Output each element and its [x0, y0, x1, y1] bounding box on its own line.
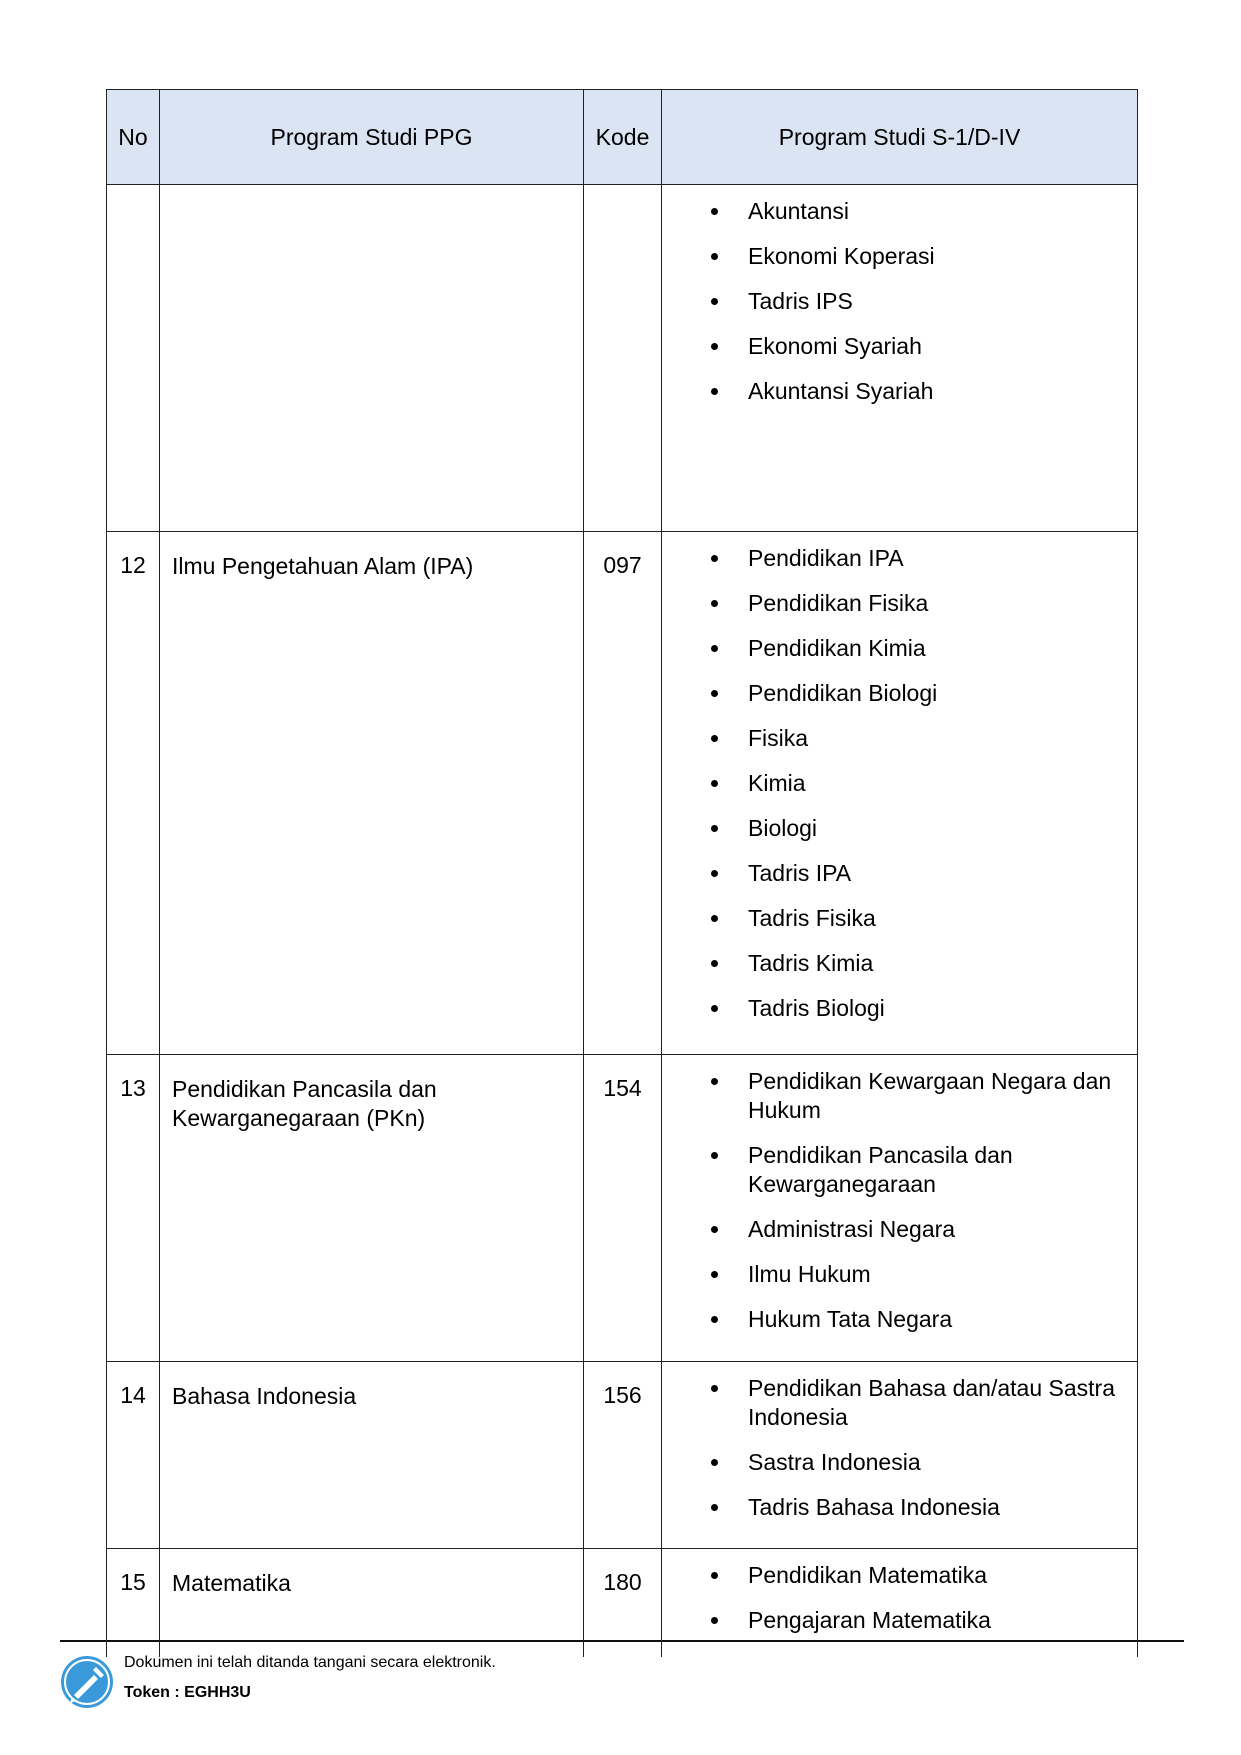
list-item-label: Ekonomi Koperasi: [748, 243, 935, 269]
list-item-label: Tadris IPS: [748, 288, 853, 314]
list-item: [662, 1215, 1117, 1244]
list-item-label: Akuntansi Syariah: [748, 378, 934, 404]
list-item-label: Tadris Kimia: [748, 950, 874, 976]
row-program-ppg: Bahasa Indonesia: [160, 1362, 584, 1549]
list-item: [662, 814, 1117, 843]
header-program-s1: Program Studi S-1/D-IV: [662, 90, 1138, 185]
list-item: [662, 859, 1117, 888]
bullet-icon: [711, 1385, 718, 1392]
bullet-icon: [711, 1459, 718, 1466]
bullet-icon: [711, 1504, 718, 1511]
list-item-label: Biologi: [748, 815, 818, 841]
bullet-icon: [711, 1316, 718, 1323]
bullet-icon: [711, 1005, 718, 1012]
list-item: [662, 1606, 1117, 1635]
program-s1-list: [662, 1561, 1117, 1635]
list-item-label: Pendidikan Fisika: [748, 590, 929, 616]
row-program-ppg: Ilmu Pengetahuan Alam (IPA): [160, 532, 584, 1055]
list-item: [662, 679, 1117, 708]
list-item-label: Sastra Indonesia: [748, 1449, 921, 1475]
bullet-icon: [711, 1271, 718, 1278]
bullet-icon: [711, 555, 718, 562]
table-row: [107, 532, 1138, 1055]
bullet-icon: [711, 960, 718, 967]
bullet-icon: [711, 253, 718, 260]
list-item: [662, 1493, 1117, 1522]
study-program-table: [106, 89, 1138, 1657]
list-item-label: Pendidikan Kewargaan Negara dan Hukum: [748, 1068, 1112, 1123]
list-item-label: Tadris Fisika: [748, 905, 876, 931]
program-s1-list: [662, 1067, 1117, 1334]
list-item: [662, 1305, 1117, 1334]
bullet-icon: [711, 870, 718, 877]
list-item: [662, 1141, 1117, 1199]
header-kode: Kode: [584, 90, 662, 185]
bullet-icon: [711, 1152, 718, 1159]
list-item: [662, 1260, 1117, 1289]
list-item-label: Pendidikan Biologi: [748, 680, 938, 706]
row-no: 12: [107, 532, 160, 1055]
list-item-label: Pendidikan Bahasa dan/atau Sastra Indonesia: [748, 1375, 1115, 1430]
list-item-label: Kimia: [748, 770, 806, 796]
footer-signed-text: Dokumen ini telah ditanda tangani secara elektronik.: [124, 1654, 496, 1671]
list-item: [662, 377, 1117, 406]
list-item: [662, 1374, 1117, 1432]
row-kode: 097: [584, 532, 662, 1055]
row-program-s1: [662, 1055, 1138, 1362]
bullet-icon: [711, 600, 718, 607]
header-program-ppg: Program Studi PPG: [160, 90, 584, 185]
list-item-label: Akuntansi: [748, 198, 850, 224]
row-program-ppg: [160, 185, 584, 532]
row-program-ppg: Pendidikan Pancasila dan Kewarganegaraan (PKn): [160, 1055, 584, 1362]
footer-divider: [60, 1640, 1184, 1642]
row-program-s1: [662, 185, 1138, 532]
list-item-label: Hukum Tata Negara: [748, 1306, 953, 1332]
list-item: [662, 634, 1117, 663]
list-item: [662, 589, 1117, 618]
list-item: [662, 994, 1117, 1023]
list-item: [662, 724, 1117, 753]
list-item-label: Pendidikan IPA: [748, 545, 904, 571]
list-item: [662, 769, 1117, 798]
row-no: [107, 185, 160, 532]
bullet-icon: [711, 298, 718, 305]
bullet-icon: [711, 1226, 718, 1233]
bullet-icon: [711, 343, 718, 350]
row-kode: 180: [584, 1549, 662, 1658]
bullet-icon: [711, 208, 718, 215]
list-item: [662, 332, 1117, 361]
bullet-icon: [711, 1617, 718, 1624]
list-item: [662, 242, 1117, 271]
list-item: [662, 287, 1117, 316]
bullet-icon: [711, 388, 718, 395]
row-kode: [584, 185, 662, 532]
bullet-icon: [711, 690, 718, 697]
row-program-s1: [662, 1362, 1138, 1549]
list-item-label: Tadris IPA: [748, 860, 852, 886]
list-item-label: Pendidikan Matematika: [748, 1562, 988, 1588]
bullet-icon: [711, 780, 718, 787]
bullet-icon: [711, 735, 718, 742]
list-item-label: Administrasi Negara: [748, 1216, 956, 1242]
header-no: No: [107, 90, 160, 185]
list-item: [662, 1448, 1117, 1477]
bullet-icon: [711, 915, 718, 922]
list-item: [662, 904, 1117, 933]
list-item-label: Pendidikan Kimia: [748, 635, 926, 661]
list-item-label: Ekonomi Syariah: [748, 333, 922, 359]
bullet-icon: [711, 645, 718, 652]
program-s1-list: [662, 544, 1117, 1023]
list-item: [662, 544, 1117, 573]
table-row: [107, 185, 1138, 532]
list-item-label: Tadris Bahasa Indonesia: [748, 1494, 1000, 1520]
row-no: 13: [107, 1055, 160, 1362]
table-row: [107, 1362, 1138, 1549]
list-item-label: Pendidikan Pancasila dan Kewarganegaraan: [748, 1142, 1013, 1197]
row-no: 14: [107, 1362, 160, 1549]
table-row: [107, 1055, 1138, 1362]
row-program-ppg: Matematika: [160, 1549, 584, 1658]
e-signature-pen-icon: [60, 1655, 114, 1709]
list-item: [662, 949, 1117, 978]
table-frame: [106, 89, 1138, 1657]
list-item-label: Pengajaran Matematika: [748, 1607, 991, 1633]
row-kode: 154: [584, 1055, 662, 1362]
list-item-label: Tadris Biologi: [748, 995, 885, 1021]
bullet-icon: [711, 1078, 718, 1085]
footer-token: Token : EGHH3U: [124, 1684, 251, 1701]
table-header-row: [107, 90, 1138, 185]
list-item-label: Fisika: [748, 725, 809, 751]
list-item: [662, 197, 1117, 226]
list-item-label: Ilmu Hukum: [748, 1261, 871, 1287]
program-s1-list: [662, 1374, 1117, 1522]
list-item: [662, 1561, 1117, 1590]
row-no: 15: [107, 1549, 160, 1658]
bullet-icon: [711, 825, 718, 832]
bullet-icon: [711, 1572, 718, 1579]
list-item: [662, 1067, 1117, 1125]
row-program-s1: [662, 532, 1138, 1055]
row-kode: 156: [584, 1362, 662, 1549]
program-s1-list: [662, 197, 1117, 406]
